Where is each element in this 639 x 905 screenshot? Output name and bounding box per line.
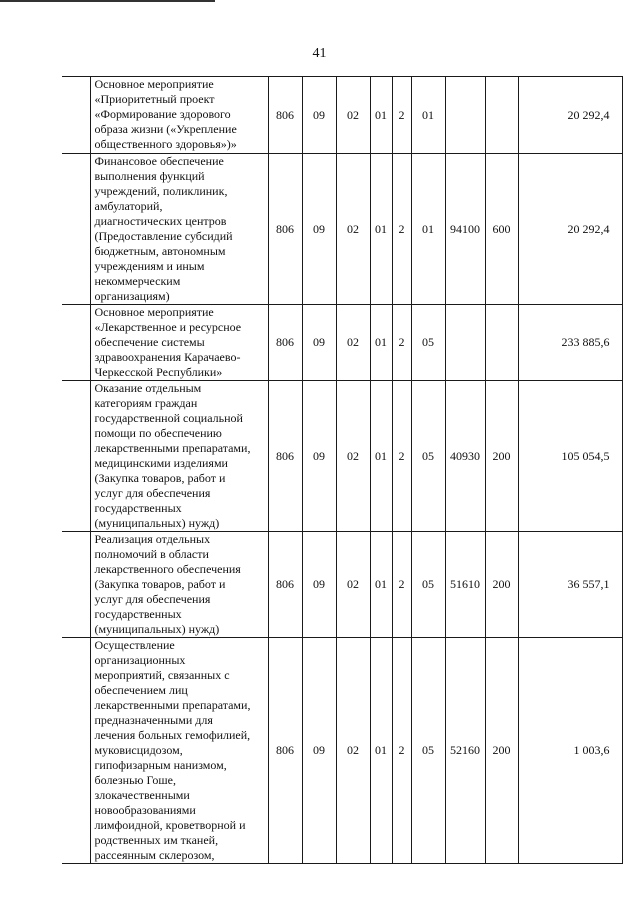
description-line: учреждениям и иным	[94, 259, 205, 273]
description-line: новообразованиями	[94, 803, 196, 817]
admin-code-cell: 806	[268, 305, 302, 381]
subprogram-code-cell: 2	[392, 305, 411, 381]
table-row	[62, 154, 622, 305]
description-line: бюджетным, автономным	[94, 244, 226, 258]
description-line: обеспечение системы	[94, 335, 205, 349]
subsection-code-cell: 02	[336, 532, 370, 638]
direction-code-cell: 52160	[445, 638, 485, 864]
description-line: лечения больных гемофилией,	[94, 728, 251, 742]
description-line: Основное мероприятие	[94, 77, 214, 91]
subprogram-code-cell: 2	[392, 532, 411, 638]
budget-table-body	[62, 77, 622, 864]
expense-type-cell	[485, 77, 518, 154]
budget-table	[62, 76, 623, 864]
description-line: Осуществление	[94, 638, 175, 652]
description-line: Финансовое обеспечение	[94, 154, 224, 168]
event-code-cell: 05	[411, 638, 445, 864]
table-row	[62, 532, 622, 638]
subsection-code-cell: 02	[336, 154, 370, 305]
description-line: услуг для обеспечения	[94, 592, 211, 606]
description-line: рассеянным склерозом,	[94, 848, 215, 862]
description-line: полномочий в области	[94, 547, 209, 561]
description-cell	[90, 305, 268, 381]
description-line: мероприятий, связанных с	[94, 668, 230, 682]
description-line: (муниципальных) нужд)	[94, 516, 220, 530]
description-line: категориям граждан	[94, 396, 198, 410]
table-row	[62, 638, 622, 864]
description-line: учреждений, поликлиник,	[94, 184, 228, 198]
description-line: диагностических центров	[94, 214, 227, 228]
amount-cell: 1 003,6	[518, 638, 622, 864]
row-number-cell	[62, 638, 90, 864]
scan-edge-mark	[0, 0, 215, 2]
subprogram-code-cell: 2	[392, 77, 411, 154]
expense-type-cell: 200	[485, 381, 518, 532]
description-line: государственных	[94, 501, 182, 515]
admin-code-cell: 806	[268, 154, 302, 305]
section-code-cell: 09	[302, 532, 336, 638]
amount-cell: 36 557,1	[518, 532, 622, 638]
row-number-cell	[62, 532, 90, 638]
description-line: родственных им тканей,	[94, 833, 219, 847]
description-line: (муниципальных) нужд)	[94, 622, 220, 636]
amount-cell: 20 292,4	[518, 154, 622, 305]
description-line: Черкесской Республики»	[94, 365, 223, 379]
description-line: общественного здоровья»)»	[94, 137, 237, 151]
event-code-cell: 05	[411, 381, 445, 532]
description-line: Основное мероприятие	[94, 305, 214, 319]
program-code-cell: 01	[370, 532, 392, 638]
subprogram-code-cell: 2	[392, 381, 411, 532]
program-code-cell: 01	[370, 381, 392, 532]
description-line: здравоохранения Карачаево-	[94, 350, 241, 364]
subsection-code-cell: 02	[336, 638, 370, 864]
event-code-cell: 01	[411, 154, 445, 305]
amount-cell: 105 054,5	[518, 381, 622, 532]
description-cell	[90, 381, 268, 532]
event-code-cell: 05	[411, 532, 445, 638]
direction-code-cell: 51610	[445, 532, 485, 638]
subsection-code-cell: 02	[336, 77, 370, 154]
direction-code-cell: 94100	[445, 154, 485, 305]
section-code-cell: 09	[302, 77, 336, 154]
expense-type-cell	[485, 305, 518, 381]
description-line: предназначенными для	[94, 713, 213, 727]
table-row	[62, 77, 622, 154]
program-code-cell: 01	[370, 305, 392, 381]
description-cell	[90, 154, 268, 305]
description-line: некоммерческим	[94, 274, 181, 288]
description-line: лекарственными препаратами,	[94, 698, 251, 712]
program-code-cell: 01	[370, 154, 392, 305]
description-line: Реализация отдельных	[94, 532, 211, 546]
description-line: «Приоритетный проект	[94, 92, 215, 106]
admin-code-cell: 806	[268, 381, 302, 532]
description-line: государственной социальной	[94, 411, 243, 425]
subsection-code-cell: 02	[336, 381, 370, 532]
table-row	[62, 305, 622, 381]
description-line: (Закупка товаров, работ и	[94, 471, 226, 485]
description-cell	[90, 77, 268, 154]
description-line: муковисцидозом,	[94, 743, 183, 757]
direction-code-cell: 40930	[445, 381, 485, 532]
direction-code-cell	[445, 305, 485, 381]
row-number-cell	[62, 77, 90, 154]
description-line: амбулаторий,	[94, 199, 163, 213]
description-line: болезнью Гоше,	[94, 773, 176, 787]
section-code-cell: 09	[302, 381, 336, 532]
description-line: Оказание отдельным	[94, 381, 202, 395]
description-line: обеспечением лиц	[94, 683, 188, 697]
program-code-cell: 01	[370, 638, 392, 864]
description-line: «Формирование здорового	[94, 107, 231, 121]
admin-code-cell: 806	[268, 532, 302, 638]
section-code-cell: 09	[302, 305, 336, 381]
direction-code-cell	[445, 77, 485, 154]
description-line: злокачественными	[94, 788, 190, 802]
section-code-cell: 09	[302, 638, 336, 864]
admin-code-cell: 806	[268, 77, 302, 154]
description-line: выполнения функций	[94, 169, 205, 183]
amount-cell: 20 292,4	[518, 77, 622, 154]
subsection-code-cell: 02	[336, 305, 370, 381]
description-line: медицинскими изделиями	[94, 456, 228, 470]
description-line: государственных	[94, 607, 182, 621]
subprogram-code-cell: 2	[392, 154, 411, 305]
expense-type-cell: 200	[485, 532, 518, 638]
page-number: 41	[312, 46, 327, 61]
description-line: лекарственного обеспечения	[94, 562, 241, 576]
expense-type-cell: 600	[485, 154, 518, 305]
amount-cell: 233 885,6	[518, 305, 622, 381]
event-code-cell: 05	[411, 305, 445, 381]
description-line: лимфоидной, кроветворной и	[94, 818, 246, 832]
description-line: услуг для обеспечения	[94, 486, 211, 500]
description-line: «Лекарственное и ресурсное	[94, 320, 242, 334]
description-cell	[90, 638, 268, 864]
description-line: (Предоставление субсидий	[94, 229, 233, 243]
subprogram-code-cell: 2	[392, 638, 411, 864]
table-row	[62, 381, 622, 532]
event-code-cell: 01	[411, 77, 445, 154]
program-code-cell: 01	[370, 77, 392, 154]
row-number-cell	[62, 154, 90, 305]
description-line: помощи по обеспечению	[94, 426, 222, 440]
admin-code-cell: 806	[268, 638, 302, 864]
section-code-cell: 09	[302, 154, 336, 305]
row-number-cell	[62, 305, 90, 381]
description-line: организациям)	[94, 289, 170, 303]
description-cell	[90, 532, 268, 638]
description-line: (Закупка товаров, работ и	[94, 577, 226, 591]
description-line: образа жизни («Укрепление	[94, 122, 237, 136]
expense-type-cell: 200	[485, 638, 518, 864]
description-line: лекарственными препаратами,	[94, 441, 251, 455]
description-line: организационных	[94, 653, 186, 667]
description-line: гипофизарным нанизмом,	[94, 758, 227, 772]
row-number-cell	[62, 381, 90, 532]
